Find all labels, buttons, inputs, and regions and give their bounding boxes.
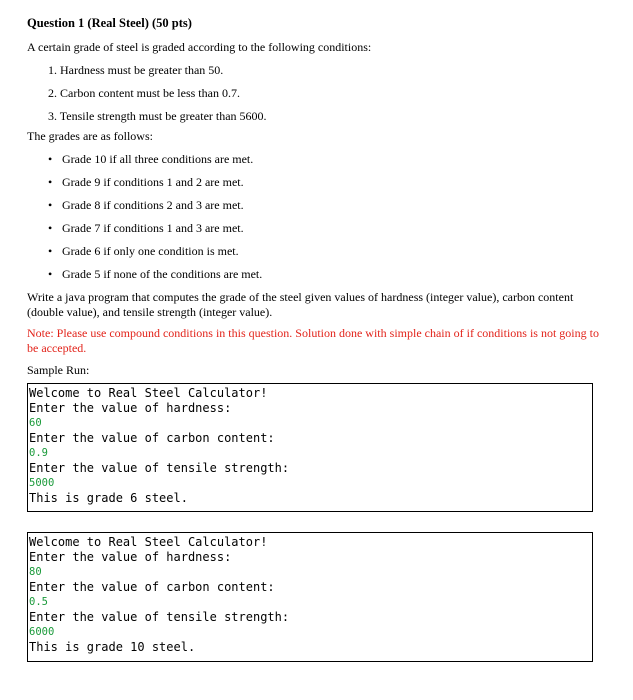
grade-text: Grade 5 if none of the conditions are met. bbox=[62, 267, 263, 281]
grade-text: Grade 7 if conditions 1 and 3 are met. bbox=[62, 221, 244, 235]
sample-run-console bbox=[27, 383, 593, 512]
console-line: Welcome to Real Steel Calculator! bbox=[29, 535, 268, 549]
question-title: Question 1 (Real Steel) (50 pts) bbox=[27, 16, 192, 30]
grade-text: Grade 10 if all three conditions are met. bbox=[62, 152, 254, 166]
grade-item bbox=[48, 244, 239, 259]
bullet-icon: • bbox=[48, 221, 53, 235]
user-input: 80 bbox=[29, 566, 42, 578]
task-description: Write a java program that computes the grade of the steel given values of hardness (integer value), carbon content (double value), and tensile strength (integer value). bbox=[27, 290, 574, 319]
user-input: 5000 bbox=[29, 477, 55, 489]
sample-run-console bbox=[27, 532, 593, 662]
grade-item bbox=[48, 267, 262, 282]
condition-item: 3. Tensile strength must be greater than 5600. bbox=[48, 109, 267, 123]
sample-run-label: Sample Run: bbox=[27, 363, 90, 377]
bullet-icon: • bbox=[48, 198, 53, 212]
console-line: Enter the value of tensile strength: bbox=[29, 461, 290, 475]
grade-item bbox=[48, 198, 244, 213]
console-line: Enter the value of hardness: bbox=[29, 550, 232, 564]
grade-text: Grade 6 if only one condition is met. bbox=[62, 244, 239, 258]
condition-item: 2. Carbon content must be less than 0.7. bbox=[48, 86, 240, 100]
console-line: Enter the value of hardness: bbox=[29, 401, 232, 415]
bullet-icon: • bbox=[48, 152, 53, 166]
grade-item bbox=[48, 152, 253, 167]
user-input: 0.9 bbox=[29, 447, 48, 459]
condition-item: 1. Hardness must be greater than 50. bbox=[48, 63, 224, 77]
console-line: Welcome to Real Steel Calculator! bbox=[29, 386, 268, 400]
grades-heading: The grades are as follows: bbox=[27, 129, 153, 143]
bullet-icon: • bbox=[48, 175, 53, 189]
console-result: This is grade 10 steel. bbox=[29, 640, 196, 654]
intro-text: A certain grade of steel is graded according to the following conditions: bbox=[27, 40, 372, 54]
user-input: 6000 bbox=[29, 626, 55, 638]
user-input: 0.5 bbox=[29, 596, 48, 608]
console-result: This is grade 6 steel. bbox=[29, 491, 188, 505]
console-line: Enter the value of carbon content: bbox=[29, 580, 275, 594]
grade-text: Grade 8 if conditions 2 and 3 are met. bbox=[62, 198, 244, 212]
grade-item bbox=[48, 221, 244, 236]
grade-item bbox=[48, 175, 244, 190]
bullet-icon: • bbox=[48, 267, 53, 281]
bullet-icon: • bbox=[48, 244, 53, 258]
note-text: Note: Please use compound conditions in this question. Solution done with simple chain of if conditions is not going to be accepted. bbox=[27, 326, 599, 355]
user-input: 60 bbox=[29, 417, 42, 429]
console-line: Enter the value of tensile strength: bbox=[29, 610, 290, 624]
grade-text: Grade 9 if conditions 1 and 2 are met. bbox=[62, 175, 244, 189]
console-line: Enter the value of carbon content: bbox=[29, 431, 275, 445]
